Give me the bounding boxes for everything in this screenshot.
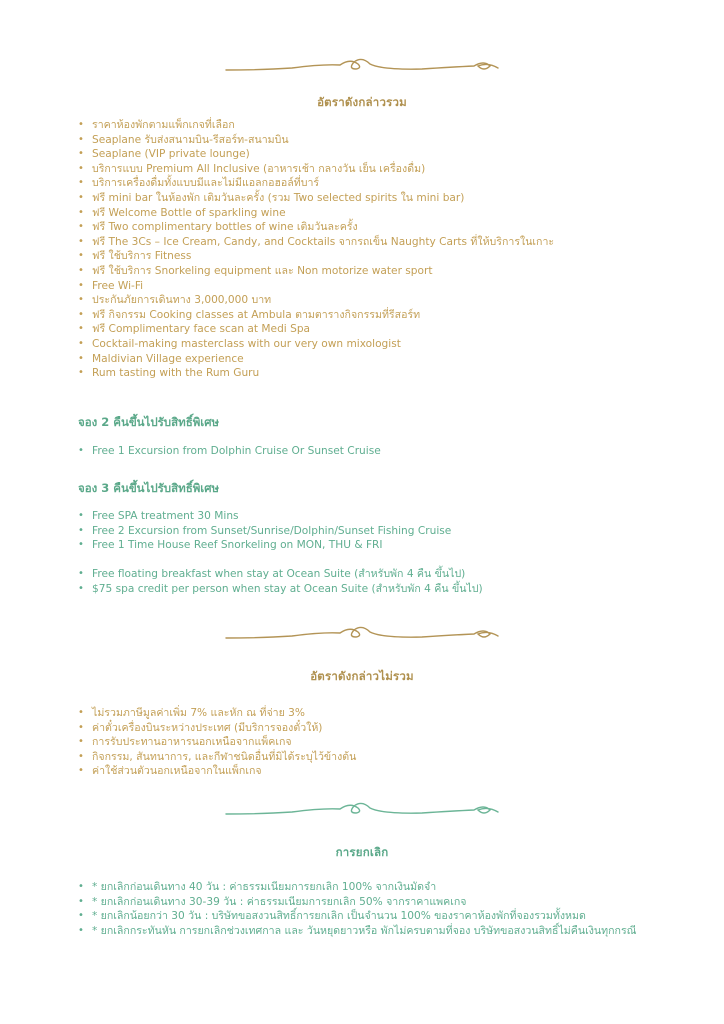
list-item: • ไม่รวมภาษีมูลค่าเพิ่ม 7% และหัก ณ ที่จ่าย 3% — [78, 706, 356, 721]
ornamental-divider-top — [0, 56, 724, 78]
list-item: • Seaplane (VIP private lounge) — [78, 147, 554, 162]
list-item: • Cocktail-making masterclass with our very own mixologist — [78, 337, 554, 352]
list-item: • ฟรี กิจกรรม Cooking classes at Ambula ตามตารางกิจกรรมที่รีสอร์ท — [78, 308, 554, 323]
list-item: • Free floating breakfast when stay at Ocean Suite (สำหรับพัก 4 คืน ขึ้นไป) — [78, 567, 483, 582]
excluded-title: อัตราดังกล่าวไม่รวม — [310, 669, 414, 683]
book2-title: จอง 2 คืนขึ้นไปรับสิทธิ์พิเศษ — [78, 415, 220, 429]
cancellation-title: การยกเลิก — [335, 845, 389, 859]
list-item: • ค่าใช้ส่วนตัวนอกเหนือจากในแพ็กเกจ — [78, 764, 356, 779]
list-item: • Rum tasting with the Rum Guru — [78, 366, 554, 381]
list-item: • * ยกเลิกก่อนเดินทาง 40 วัน : ค่าธรรมเนียมการยกเลิก 100% จากเงินมัดจำ — [78, 880, 643, 895]
excluded-list — [78, 706, 356, 779]
list-item: • การรับประทานอาหารนอกเหนือจากแพ็คเกจ — [78, 735, 356, 750]
list-item: • ประกันภัยการเดินทาง 3,000,000 บาท — [78, 293, 554, 308]
list-item: • * ยกเลิกกระทันหัน การยกเลิกช่วงเทศกาล และ วันหยุดยาวหรือ พักไม่ครบตามที่จอง บริษัทขอสงวนสิทธิ์ไม่คืนเงินทุกกรณี — [78, 924, 643, 939]
list-item: • Free SPA treatment 30 Mins — [78, 509, 451, 524]
book2-list — [78, 444, 381, 459]
list-item: • ฟรี Two complimentary bottles of wine เติมวันละครั้ง — [78, 220, 554, 235]
list-item: • ฟรี Complimentary face scan at Medi Spa — [78, 322, 554, 337]
ornamental-divider-bottom — [0, 800, 724, 822]
book3-suite-list — [78, 567, 483, 596]
list-item: • * ยกเลิกน้อยกว่า 30 วัน : บริษัทขอสงวนสิทธิ์การยกเลิก เป็นจำนวน 100% ของราคาห้องพักที่จองรวมทั้งหมด — [78, 909, 643, 924]
list-item: • ฟรี ใช้บริการ Snorkeling equipment และ Non motorize water sport — [78, 264, 554, 279]
flourish-icon — [222, 800, 502, 822]
book3-list — [78, 509, 451, 553]
list-item: • Free Wi-Fi — [78, 279, 554, 294]
list-item: • Free 1 Excursion from Dolphin Cruise Or Sunset Cruise — [78, 444, 381, 459]
list-item: • * ยกเลิกก่อนเดินทาง 30-39 วัน : ค่าธรรมเนียมการยกเลิก 50% จากราคาแพคเกจ — [78, 895, 643, 910]
ornamental-divider-middle — [0, 624, 724, 646]
list-item: • ฟรี The 3Cs – Ice Cream, Candy, and Cocktails จากรถเข็น Naughty Carts ที่ให้บริการในเกาะ — [78, 235, 554, 250]
list-item: • ฟรี Welcome Bottle of sparkling wine — [78, 206, 554, 221]
flourish-icon — [222, 624, 502, 646]
included-list — [78, 118, 554, 381]
list-item: • Free 2 Excursion from Sunset/Sunrise/Dolphin/Sunset Fishing Cruise — [78, 524, 451, 539]
list-item: • Maldivian Village experience — [78, 352, 554, 367]
list-item: • Free 1 Time House Reef Snorkeling on MON, THU & FRI — [78, 538, 451, 553]
list-item: • บริการเครื่องดื่มทั้งแบบมีและไม่มีแอลกอฮอล์ที่บาร์ — [78, 176, 554, 191]
list-item: • Seaplane รับส่งสนามบิน-รีสอร์ท-สนามบิน — [78, 133, 554, 148]
list-item: • ฟรี ใช้บริการ Fitness — [78, 249, 554, 264]
flourish-icon — [222, 56, 502, 78]
list-item: • ฟรี mini bar ในห้องพัก เติมวันละครั้ง (รวม Two selected spirits ใน mini bar) — [78, 191, 554, 206]
list-item: • $75 spa credit per person when stay at Ocean Suite (สำหรับพัก 4 คืน ขึ้นไป) — [78, 582, 483, 597]
book3-title: จอง 3 คืนขึ้นไปรับสิทธิ์พิเศษ — [78, 481, 220, 495]
list-item: • ค่าตั๋วเครื่องบินระหว่างประเทศ (มีบริการจองตั๋วให้) — [78, 721, 356, 736]
list-item: • กิจกรรม, สันทนาการ, และกีฬาชนิดอื่นที่มิได้ระบุไว้ข้างต้น — [78, 750, 356, 765]
list-item: • บริการแบบ Premium All Inclusive (อาหารเช้า กลางวัน เย็น เครื่องดื่ม) — [78, 162, 554, 177]
list-item: • ราคาห้องพักตามแพ็กเกจที่เลือก — [78, 118, 554, 133]
included-title: อัตราดังกล่าวรวม — [317, 95, 407, 109]
cancellation-list — [78, 880, 643, 938]
